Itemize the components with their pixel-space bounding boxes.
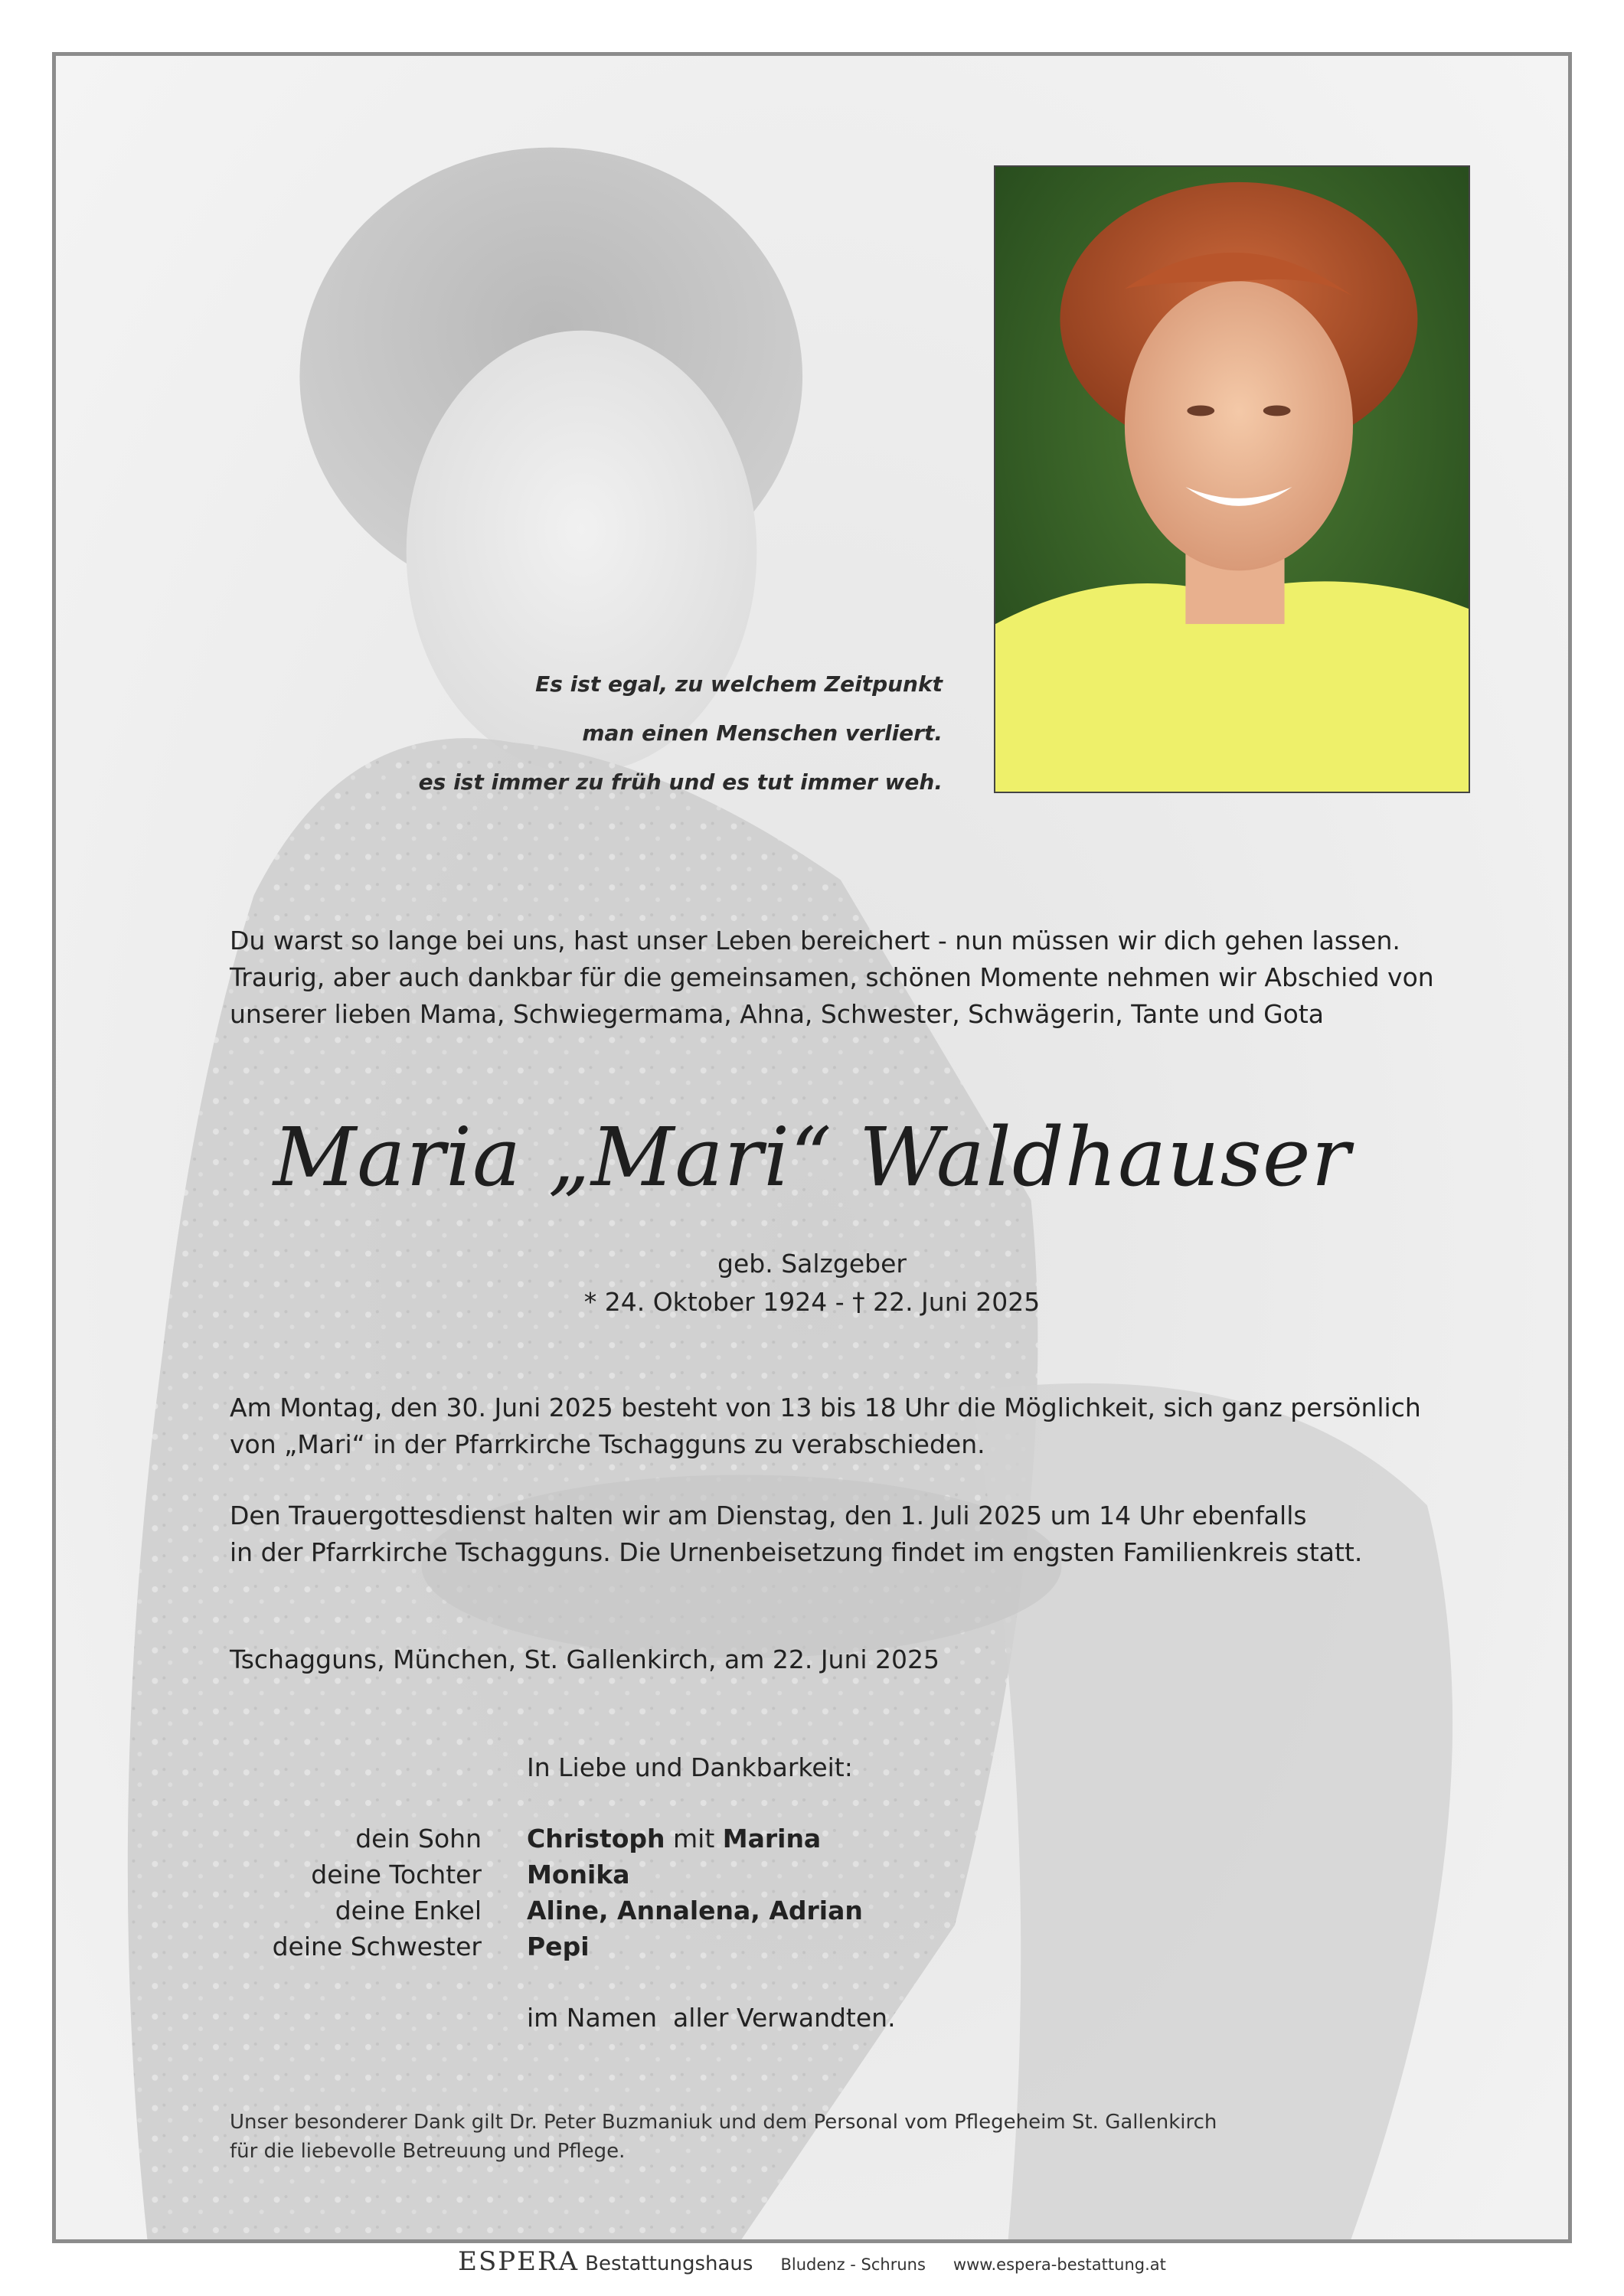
intro-line: Du warst so lange bei uns, hast unser Leben bereichert - nun müssen wir dich gehen lassen. [230,926,1400,955]
quote-line: es ist immer zu früh und es tut immer weh. [418,769,943,795]
portrait-photo [994,165,1470,793]
mourner-connector: mit [665,1824,723,1853]
mourners-heading: In Liebe und Dankbarkeit: [527,1752,853,1782]
quote-line: Es ist egal, zu welchem Zeitpunkt [535,671,943,697]
memorial-quote [419,660,943,807]
footer-locations: Bludenz - Schruns [780,2255,926,2274]
relation-label: deine Enkel [335,1896,482,1925]
birth-name: geb. Salzgeber [717,1249,907,1279]
relation-label: deine Tochter [311,1860,482,1889]
service-line: in der Pfarrkirche Tschagguns. Die Urnenbeisetzung findet im engsten Familienkreis statt. [230,1537,1363,1567]
mourner-name: Monika [527,1860,630,1889]
deceased-name: Maria „Mari“ Waldhauser [273,1110,1351,1204]
mourner-name: Pepi [527,1932,590,1961]
mourner-name: Christoph [527,1824,665,1853]
intro-line: Traurig, aber auch dankbar für die gemeinsamen, schönen Momente nehmen wir Abschied von [230,962,1434,992]
relation-label: dein Sohn [355,1824,482,1853]
intro-line: unserer lieben Mama, Schwiegermama, Ahna, Schwester, Schwägerin, Tante und Gota [230,999,1325,1029]
service-line: Den Trauergottesdienst halten wir am Dienstag, den 1. Juli 2025 um 14 Uhr ebenfalls [230,1501,1307,1530]
relation-label: deine Schwester [272,1932,482,1961]
life-dates [0,1245,1624,1321]
mourner-names [527,1821,863,1965]
intro-text [230,923,1501,1033]
quote-line: man einen Menschen verliert. [582,720,943,746]
brand-subtitle: Bestattungshaus [585,2252,753,2275]
mourner-name-row [527,1821,863,1857]
mourners-closing: im Namen aller Verwandten. [527,2003,896,2033]
mourner-name: Aline, Annalena, Adrian [527,1896,863,1925]
brand-logo: ESPERA [458,2246,580,2277]
thanks-line: für die liebevolle Betreuung und Pflege. [230,2140,626,2163]
mourner-partner: Marina [722,1824,822,1853]
farewell-paragraph [230,1390,1531,1463]
farewell-line: von „Mari“ in der Pfarrkirche Tschagguns zu verabschieden. [230,1429,985,1459]
footer [0,2246,1624,2285]
thanks-note [230,2108,1217,2166]
footer-website-link[interactable]: www.espera-bestattung.at [953,2255,1166,2274]
thanks-line: Unser besonderer Dank gilt Dr. Peter Buzmaniuk und dem Personal vom Pflegeheim St. Gallenkirch [230,2111,1217,2134]
place-date: Tschagguns, München, St. Gallenkirch, am 22. Juni 2025 [230,1644,940,1674]
mourner-relations [273,1821,482,1965]
birth-death-dates: * 24. Oktober 1924 - † 22. Juni 2025 [583,1287,1041,1317]
service-paragraph [230,1497,1531,1571]
farewell-line: Am Montag, den 30. Juni 2025 besteht von 13 bis 18 Uhr die Möglichkeit, sich ganz persönlich [230,1393,1421,1422]
